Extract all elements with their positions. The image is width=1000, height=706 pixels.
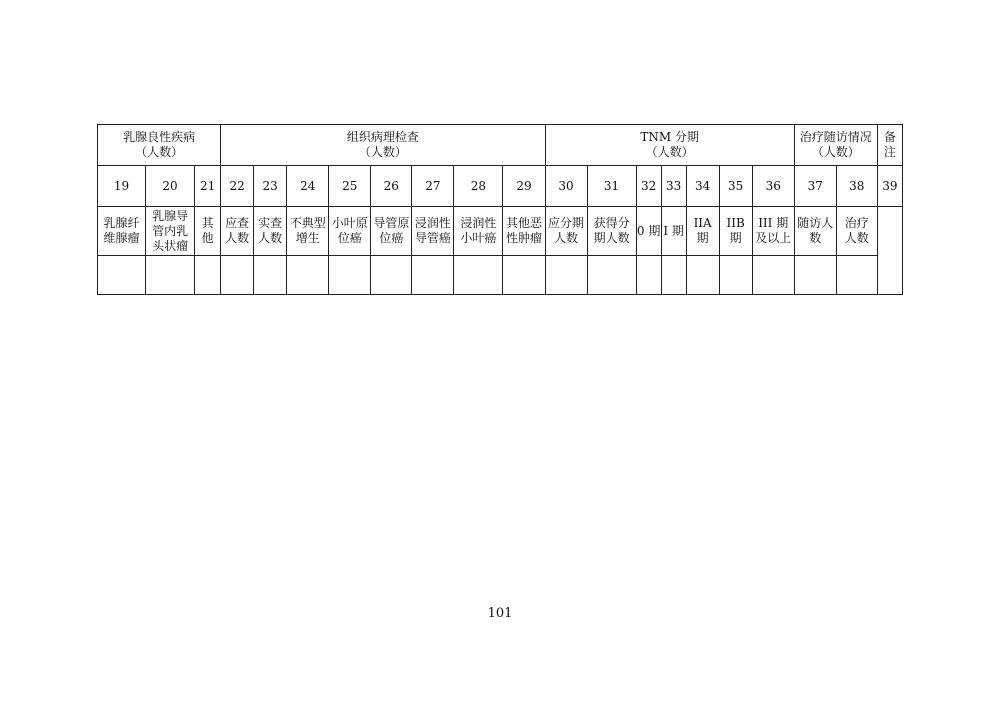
item-label-stage-iii-plus: III 期 及以上 bbox=[752, 207, 794, 256]
group-header-remark: 备 注 bbox=[877, 125, 902, 166]
col-number: 19 bbox=[98, 166, 146, 207]
item-label-ilc: 浸润性 小叶癌 bbox=[454, 207, 503, 256]
group-header-benign: 乳腺良性疾病 （人数） bbox=[98, 125, 221, 166]
data-cell bbox=[329, 256, 371, 295]
item-label-actually-checked: 实查 人数 bbox=[254, 207, 287, 256]
data-cell bbox=[146, 256, 195, 295]
group-header-followup: 治疗随访情况 （人数） bbox=[794, 125, 877, 166]
item-label-lcis: 小叶原 位癌 bbox=[329, 207, 371, 256]
item-label-dcis: 导管原 位癌 bbox=[371, 207, 412, 256]
data-cell bbox=[719, 256, 752, 295]
item-label-treated: 治疗 人数 bbox=[836, 207, 877, 256]
item-label-intraductal-papilloma: 乳腺导 管内乳 头状瘤 bbox=[146, 207, 195, 256]
col-number: 39 bbox=[877, 166, 902, 207]
col-number: 37 bbox=[794, 166, 836, 207]
data-cell bbox=[287, 256, 329, 295]
data-cell bbox=[254, 256, 287, 295]
item-label-staged: 获得分 期人数 bbox=[587, 207, 636, 256]
col-number: 26 bbox=[371, 166, 412, 207]
col-number: 34 bbox=[686, 166, 719, 207]
col-number: 24 bbox=[287, 166, 329, 207]
data-cell bbox=[454, 256, 503, 295]
item-label-stage-iib: IIB 期 bbox=[719, 207, 752, 256]
group-header-row bbox=[98, 125, 903, 166]
col-number: 27 bbox=[412, 166, 454, 207]
data-cell bbox=[371, 256, 412, 295]
col-number: 32 bbox=[636, 166, 661, 207]
col-number: 28 bbox=[454, 166, 503, 207]
item-label-stage-iia: IIA 期 bbox=[686, 207, 719, 256]
item-label-other: 其 他 bbox=[195, 207, 221, 256]
col-number: 38 bbox=[836, 166, 877, 207]
data-cell bbox=[836, 256, 877, 295]
col-number: 21 bbox=[195, 166, 221, 207]
col-number: 23 bbox=[254, 166, 287, 207]
group-header-pathology: 组织病理检查 （人数） bbox=[221, 125, 545, 166]
page-number: 101 bbox=[487, 606, 513, 621]
data-cell bbox=[636, 256, 661, 295]
data-cell bbox=[587, 256, 636, 295]
col-number: 29 bbox=[503, 166, 545, 207]
group-header-tnm: TNM 分期 （人数） bbox=[545, 125, 794, 166]
data-cell bbox=[794, 256, 836, 295]
data-entry-row bbox=[98, 256, 903, 295]
col-number: 25 bbox=[329, 166, 371, 207]
data-cell bbox=[686, 256, 719, 295]
col-number: 35 bbox=[719, 166, 752, 207]
item-label-stage-0: 0 期 bbox=[636, 207, 661, 256]
data-cell bbox=[221, 256, 254, 295]
col-number: 33 bbox=[661, 166, 686, 207]
item-label-other-malignant: 其他恶 性肿瘤 bbox=[503, 207, 545, 256]
column-number-row bbox=[98, 166, 903, 207]
item-label-followed-up: 随访人 数 bbox=[794, 207, 836, 256]
col-number: 30 bbox=[545, 166, 587, 207]
item-label-atypical-hyperplasia: 不典型 增生 bbox=[287, 207, 329, 256]
data-cell bbox=[195, 256, 221, 295]
remark-cell bbox=[877, 207, 902, 295]
item-label-should-check: 应查 人数 bbox=[221, 207, 254, 256]
data-cell bbox=[503, 256, 545, 295]
data-cell bbox=[98, 256, 146, 295]
col-number: 22 bbox=[221, 166, 254, 207]
item-label-row bbox=[98, 207, 903, 256]
col-number: 20 bbox=[146, 166, 195, 207]
item-label-idc: 浸润性 导管癌 bbox=[412, 207, 454, 256]
item-label-stage-i: I 期 bbox=[661, 207, 686, 256]
data-cell bbox=[661, 256, 686, 295]
item-label-fibroadenoma: 乳腺纤 维腺瘤 bbox=[98, 207, 146, 256]
data-cell bbox=[545, 256, 587, 295]
data-cell bbox=[752, 256, 794, 295]
col-number: 36 bbox=[752, 166, 794, 207]
item-label-should-stage: 应分期 人数 bbox=[545, 207, 587, 256]
data-cell bbox=[412, 256, 454, 295]
col-number: 31 bbox=[587, 166, 636, 207]
statistics-table bbox=[97, 124, 903, 295]
